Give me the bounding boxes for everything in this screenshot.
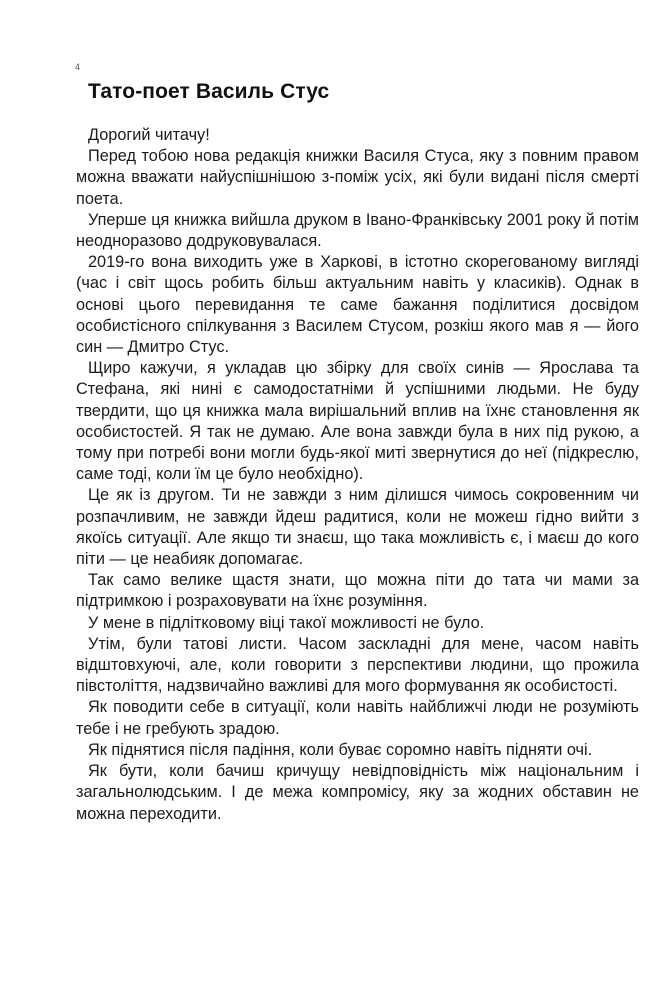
page-title: Тато-поет Василь Стус (88, 80, 330, 103)
paragraph: Як піднятися після падіння, коли буває соромно навіть підняти очі. (88, 740, 593, 759)
paragraph: Так само велике щастя знати, що можна піти до тата чи мами за підтримкою і розраховувати на їхнє розуміння. (76, 571, 639, 611)
paragraph: Це як із другом. Ти не завжди з ним ділишся чимось сокровенним чи розпачливим, не завжди йдеш радитися, коли не можеш гідно вийти з якоїсь ситуації. Але якщо ти знаєш, що така можливість є, і маєш до кого піти — це неабияк допомагає. (76, 486, 639, 569)
paragraph: Щиро кажучи, я укладав цю збірку для своїх синів — Ярослава та Стефана, які нині є самодостатніми й успішними людьми. Не буду твердити, що ця книжка мала вирішальний вплив на їхнє становлення як особистостей. Я так не думаю. Але вона завжди була в них під рукою, а тому при потребі вони могли будь-якої миті звернутися до неї (підкреслю, саме тоді, коли їм це було необхідно). (76, 359, 639, 484)
paragraph: У мене в підлітковому віці такої можливості не було. (88, 613, 485, 632)
paragraph: Як поводити себе в ситуації, коли навіть найближчі люди не розуміють тебе і не гребують зрадою. (76, 698, 639, 738)
page-number: 4 (75, 62, 81, 72)
paragraph: 2019-го вона виходить уже в Харкові, в істотно скорегованому вигляді (час і світ щось робить більш актуальним навіть у класиків). Однак в основі цього перевидання те саме бажання поділитися досвідом особистісного спілкування з Василем Стусом, розкіш якого мав я — його син — Дмитро Стус. (76, 253, 639, 357)
paragraph: Дорогий читачу! (88, 126, 210, 144)
paragraph: Перед тобою нова редакція книжки Василя Стуса, яку з повним правом можна вважати найуспішнішою з-поміж усіх, які були видані після смерті поета. (76, 147, 639, 208)
paragraph: Уперше ця книжка вийшла друком в Івано-Франківську 2001 року й потім неодноразово додруковувалася. (76, 210, 639, 251)
paragraph: Утім, були татові листи. Часом заскладні для мене, часом навіть відштовхуючі, але, коли говорити з перспективи людини, що прожила півстоліття, надзвичайно важливі для мого формування як особистості. (76, 634, 639, 696)
paragraph: Як бути, коли бачиш кричущу невідповідність між національним і загальнолюдським. І де межа компромісу, яку за жодних обставин не можна переходити. (76, 762, 639, 823)
body-text (76, 125, 639, 825)
